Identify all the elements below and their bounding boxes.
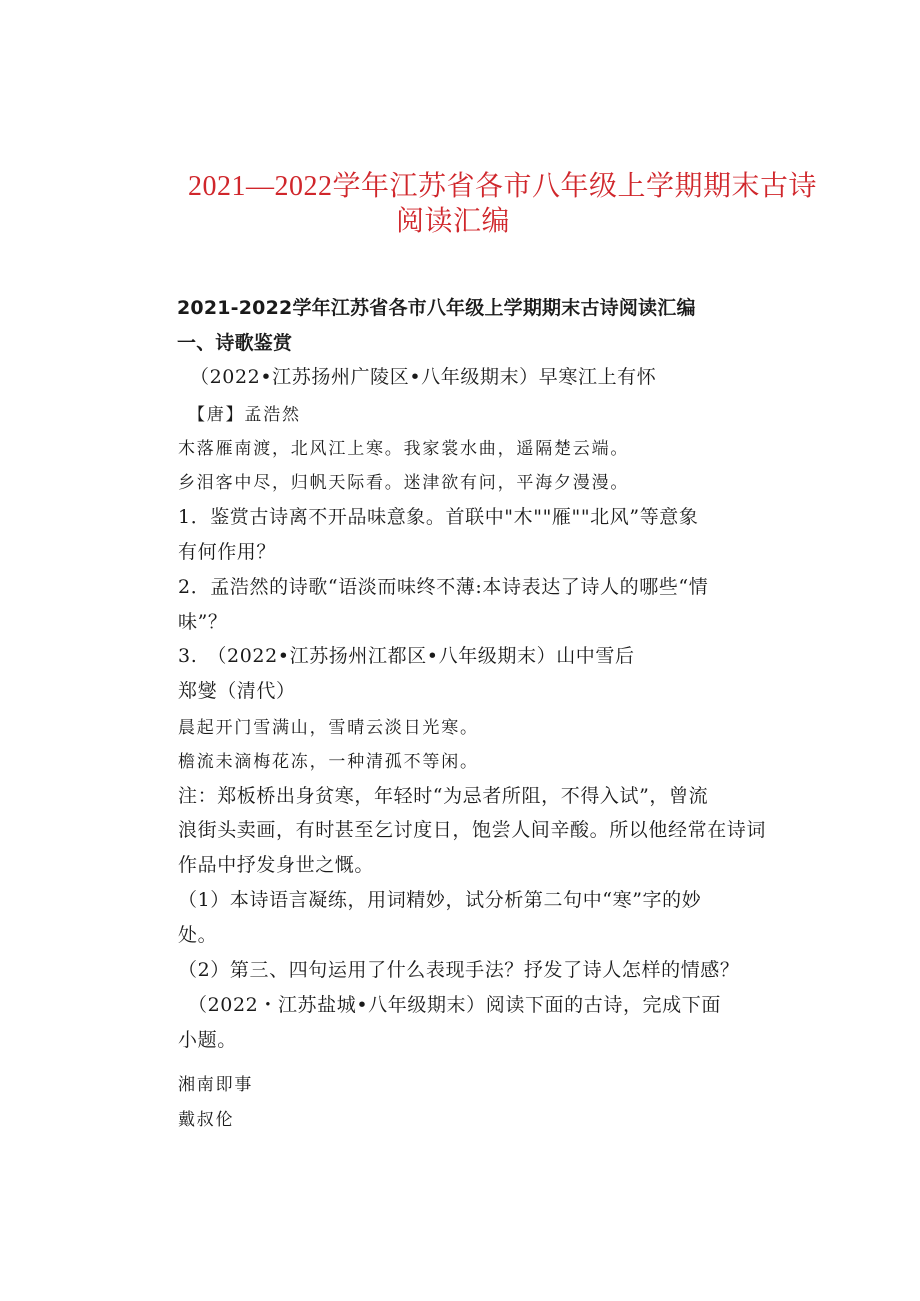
document-title-line1: 2021—2022学年江苏省各市八年级上学期期末古诗	[188, 171, 818, 202]
poem1-author: 【唐】孟浩然	[188, 405, 301, 425]
document-title-line2: 阅读汇编	[396, 206, 511, 237]
note-line3: 作品中抒发身世之慨。	[178, 854, 375, 876]
question1-line1: 1．鉴赏古诗离不开品味意象。首联中"木""雁""北风”等意象	[178, 506, 699, 528]
poem2-line1: 晨起开门雪满山，雪晴云淡日光寒。	[178, 718, 479, 738]
note-line1: 注：郑板桥出身贫寒，年轻时“为忌者所阻，不得入试”，曾流	[178, 785, 709, 807]
poem1-source: （2022•江苏扬州广陵区•八年级期末）早寒江上有怀	[190, 366, 657, 388]
note-line2: 浪街头卖画，有时甚至乞讨度日，饱尝人间辛酸。所以他经常在诗词	[178, 819, 767, 841]
document-subtitle: 2021-2022学年江苏省各市八年级上学期期末古诗阅读汇编	[177, 297, 696, 319]
poem3-author: 戴叔伦	[178, 1110, 235, 1130]
question4-line2: 小题。	[178, 1029, 237, 1051]
question3a-line2: 处。	[178, 924, 218, 946]
question2-line2: 味”？	[178, 611, 228, 633]
question3b: （2）第三、四句运用了什么表现手法？抒发了诗人怎样的情感？	[178, 959, 740, 981]
question3a-line1: （1）本诗语言凝练，用词精妙，试分析第二句中“寒”字的妙	[178, 889, 702, 911]
poem2-source: 3. （2022•江苏扬州江都区•八年级期末）山中雪后	[178, 645, 635, 667]
poem1-line1: 木落雁南渡，北风江上寒。我家裳水曲，遥隔楚云端。	[178, 439, 630, 459]
poem3-title: 湘南即事	[178, 1075, 254, 1095]
section-heading: 一、诗歌鉴赏	[177, 332, 293, 354]
question4-line1: （2022・江苏盐城•八年级期末）阅读下面的古诗，完成下面	[188, 994, 721, 1016]
question2-line1: 2．孟浩然的诗歌“语淡而味终不薄:本诗表达了诗人的哪些“情	[178, 576, 709, 598]
poem2-line2: 檐流未滴梅花冻，一种清孤不等闲。	[178, 752, 479, 772]
question1-line2: 有何作用？	[178, 541, 277, 563]
poem2-author: 郑燮（清代）	[178, 680, 296, 702]
poem1-line2: 乡泪客中尽，归帆天际看。迷津欲有问，平海夕漫漫。	[178, 473, 630, 493]
